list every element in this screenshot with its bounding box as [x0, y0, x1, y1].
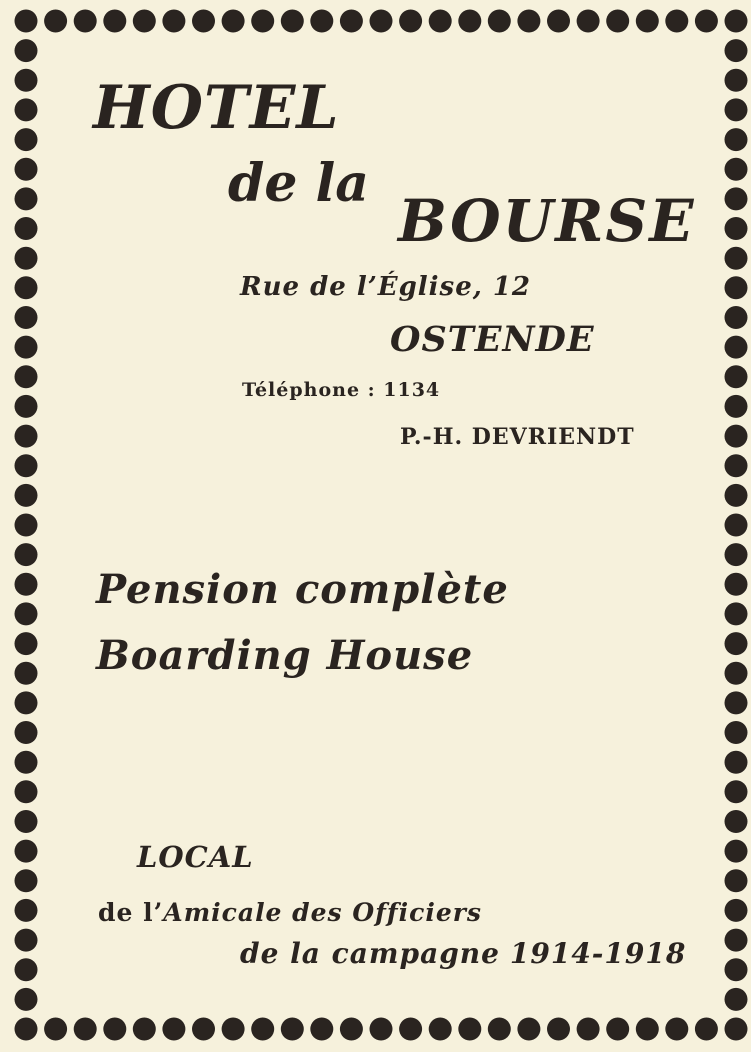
border-dot [725, 98, 748, 121]
border-dot [74, 10, 97, 33]
border-dot [281, 1018, 304, 1041]
border-dot [15, 10, 38, 33]
border-dot [44, 10, 67, 33]
border-dot [15, 217, 38, 240]
border-dot [488, 1018, 511, 1041]
border-dot [44, 1018, 67, 1041]
border-dot [725, 751, 748, 774]
border-dot [340, 10, 363, 33]
local-campaign-line [240, 937, 687, 970]
border-dot [606, 10, 629, 33]
service-english: Boarding House [96, 632, 474, 679]
border-dot [725, 958, 748, 981]
border-dot [725, 158, 748, 181]
border-dot [695, 1018, 718, 1041]
border-dot [15, 602, 38, 625]
border-dot [725, 39, 748, 62]
border-dot [15, 247, 38, 270]
border-dot [725, 336, 748, 359]
border-dot [517, 10, 540, 33]
border-dot [15, 158, 38, 181]
border-dot [15, 543, 38, 566]
border-dot [725, 128, 748, 151]
local-association-line [98, 900, 482, 925]
border-dot [281, 10, 304, 33]
city-name: OSTENDE [390, 319, 595, 360]
border-dot [429, 10, 452, 33]
border-dot [725, 306, 748, 329]
border-dot [665, 10, 688, 33]
border-dot [15, 336, 38, 359]
border-dot [399, 1018, 422, 1041]
border-dot [15, 662, 38, 685]
border-dot [725, 1018, 748, 1041]
border-dot [310, 1018, 333, 1041]
border-dot [103, 10, 126, 33]
local-campaign-text: de la campagne [240, 937, 500, 970]
border-dot [725, 69, 748, 92]
border-dot [192, 10, 215, 33]
border-dot [725, 454, 748, 477]
border-dot [15, 425, 38, 448]
border-dot [251, 10, 274, 33]
proprietor-name: P.-H. DEVRIENDT [400, 424, 635, 450]
border-dot [133, 10, 156, 33]
border-dot [15, 98, 38, 121]
border-dot [725, 840, 748, 863]
border-dot [636, 1018, 659, 1041]
border-dot [310, 10, 333, 33]
border-dot [15, 128, 38, 151]
border-dot [577, 10, 600, 33]
border-dot [725, 691, 748, 714]
border-dot [725, 929, 748, 952]
local-campaign-years: 1914-1918 [509, 937, 687, 970]
local-association-prefix: de l’ [98, 898, 164, 927]
border-dot [725, 602, 748, 625]
border-dot [15, 39, 38, 62]
border-dot [725, 187, 748, 210]
border-dot [517, 1018, 540, 1041]
border-dot [547, 1018, 570, 1041]
border-dot [725, 988, 748, 1011]
border-dot [725, 573, 748, 596]
border-dot [695, 10, 718, 33]
border-dot [15, 632, 38, 655]
border-dot [725, 632, 748, 655]
border-dot [725, 899, 748, 922]
service-french: Pension complète [96, 566, 509, 613]
local-heading: LOCAL [137, 840, 254, 874]
border-dot [725, 425, 748, 448]
border-dot [606, 1018, 629, 1041]
border-dot [222, 10, 245, 33]
border-dot [15, 454, 38, 477]
border-dot [15, 573, 38, 596]
border-dot [725, 869, 748, 892]
border-dot [15, 484, 38, 507]
border-dot [370, 10, 393, 33]
border-dot [15, 988, 38, 1011]
border-dot [577, 1018, 600, 1041]
border-dot [725, 780, 748, 803]
border-dot [458, 1018, 481, 1041]
border-dot [74, 1018, 97, 1041]
border-dot [15, 1018, 38, 1041]
border-dot [15, 306, 38, 329]
telephone-number: Téléphone : 1134 [242, 379, 441, 401]
street-address: Rue de l’Église, 12 [240, 272, 532, 302]
border-dot [15, 187, 38, 210]
border-dot [725, 276, 748, 299]
border-dot [458, 10, 481, 33]
border-dot [133, 1018, 156, 1041]
border-dot [251, 1018, 274, 1041]
border-dot [222, 1018, 245, 1041]
border-dot [725, 365, 748, 388]
border-dot [15, 840, 38, 863]
border-dot [725, 247, 748, 270]
border-dot [15, 899, 38, 922]
border-dot [162, 1018, 185, 1041]
border-dot [103, 1018, 126, 1041]
border-dot [15, 365, 38, 388]
border-dot [15, 869, 38, 892]
border-dot [15, 810, 38, 833]
border-dot [725, 217, 748, 240]
border-dot [725, 543, 748, 566]
border-dot [429, 1018, 452, 1041]
border-dot [488, 10, 511, 33]
border-dot [547, 10, 570, 33]
border-dot [15, 958, 38, 981]
border-dot [725, 484, 748, 507]
border-dot [15, 514, 38, 537]
hotel-title-line2: de la [228, 153, 369, 214]
border-dot [725, 721, 748, 744]
border-dot [725, 514, 748, 537]
border-dot [15, 691, 38, 714]
border-dot [15, 751, 38, 774]
border-dot [15, 395, 38, 418]
border-dot [370, 1018, 393, 1041]
border-dot [15, 276, 38, 299]
border-dot [192, 1018, 215, 1041]
border-dot [15, 780, 38, 803]
border-dot [162, 10, 185, 33]
hotel-title-line1: HOTEL [93, 73, 340, 143]
border-dot [15, 929, 38, 952]
local-association-name: Amicale des Officiers [163, 898, 482, 927]
border-dot [399, 10, 422, 33]
border-dot [636, 10, 659, 33]
border-dot [725, 810, 748, 833]
border-dot [725, 10, 748, 33]
border-dot [665, 1018, 688, 1041]
border-dot [725, 662, 748, 685]
border-dot [725, 395, 748, 418]
border-dot [15, 721, 38, 744]
border-dot [340, 1018, 363, 1041]
hotel-title-line3: BOURSE [398, 187, 696, 255]
border-dot [15, 69, 38, 92]
